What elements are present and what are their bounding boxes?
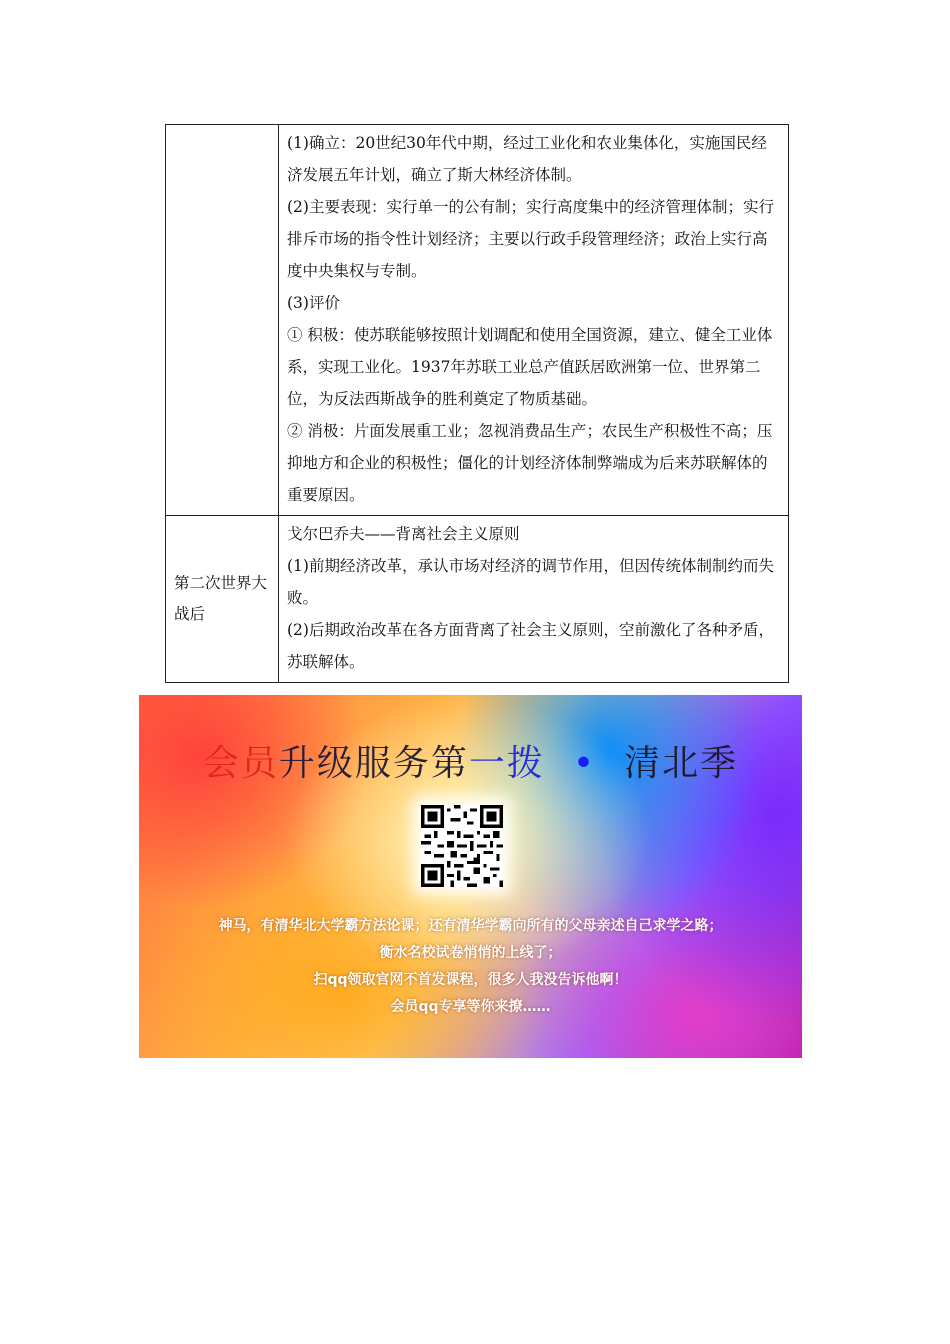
promo-text [139, 913, 802, 1021]
period-cell [166, 516, 279, 683]
promo-title-part: 清北季 [624, 743, 739, 784]
paragraph: (1)前期经济改革，承认市场对经济的调节作用，但因传统体制制约而失败。 [287, 557, 774, 607]
paragraph: ① 积极：使苏联能够按照计划调配和使用全国资源，建立、健全工业体系，实现工业化。1937年苏联工业总产值跃居欧洲第一位、世界第二位，为反法西斯战争的胜利奠定了物质基础。 [287, 326, 773, 408]
content-table [165, 124, 789, 683]
promo-line: 神马，有清华北大学霸方法论课；还有清华学霸向所有的父母亲述自己求学之路； [218, 918, 723, 934]
promo-title-part: 升级服务第 [278, 743, 469, 784]
promo-title-part: 会员 [202, 743, 279, 784]
promo-line: 衡水名校试卷悄悄的上线了； [379, 945, 562, 961]
promo-line: 扫qq领取官网不首发课程，很多人我没告诉他啊！ [313, 972, 628, 988]
period-label: 第二次世界大战后 [174, 574, 268, 623]
paragraph: (2)后期政治改革在各方面背离了社会主义原则，空前激化了各种矛盾，苏联解体。 [287, 621, 774, 671]
promo-banner[interactable] [139, 695, 802, 1058]
promo-line: 会员qq专享等你来撩…… [390, 999, 551, 1015]
content-cell [279, 516, 789, 683]
paragraph: 戈尔巴乔夫——背离社会主义原则 [287, 525, 520, 543]
content-cell [279, 125, 789, 516]
promo-title [139, 735, 802, 786]
promo-title-dot: • [572, 743, 597, 784]
qr-code-icon[interactable] [421, 805, 503, 887]
table-row [166, 516, 789, 683]
period-cell [166, 125, 279, 516]
table-row [166, 125, 789, 516]
paragraph: (1)确立：20世纪30年代中期，经过工业化和农业集体化，实施国民经济发展五年计划，确立了斯大林经济体制。 [287, 134, 767, 184]
paragraph: (3)评价 [287, 294, 340, 312]
promo-title-part: 一拨 [468, 743, 545, 784]
paragraph: (2)主要表现：实行单一的公有制；实行高度集中的经济管理体制；实行排斥市场的指令性计划经济；主要以行政手段管理经济；政治上实行高度中央集权与专制。 [287, 198, 774, 280]
paragraph: ② 消极：片面发展重工业；忽视消费品生产；农民生产积极性不高；压抑地方和企业的积极性；僵化的计划经济体制弊端成为后来苏联解体的重要原因。 [287, 422, 773, 504]
